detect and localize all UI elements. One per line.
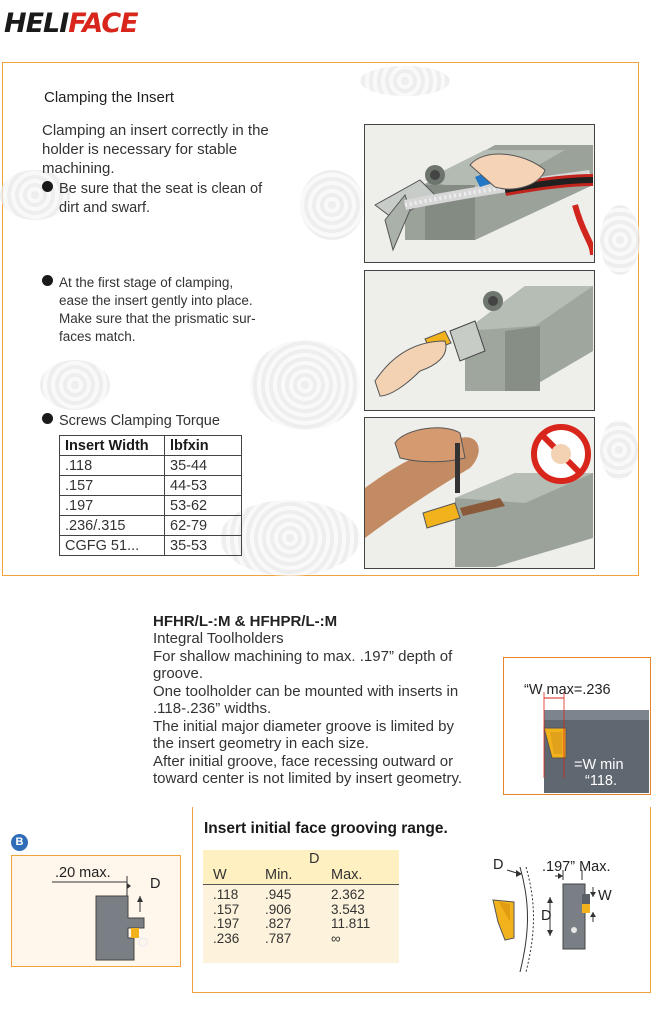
hfhr-line: toward center is not limited by insert geometry. bbox=[153, 770, 463, 787]
depth-max-label: .197” Max. bbox=[542, 859, 611, 875]
w-min-value: “118. bbox=[585, 773, 617, 789]
table-cell: 35-53 bbox=[165, 536, 242, 556]
table-cell: .945 bbox=[265, 887, 292, 902]
hfhr-line: Integral Toolholders bbox=[153, 630, 284, 647]
bullet-icon bbox=[42, 413, 53, 424]
width-range-diagram bbox=[503, 657, 651, 795]
w-max-label: “W max=.236 bbox=[524, 682, 611, 698]
table-cell: .118 bbox=[60, 456, 165, 476]
grooving-range-table bbox=[203, 850, 399, 963]
table-row bbox=[60, 516, 242, 536]
hfhr-line: For shallow machining to max. .197” depth of bbox=[153, 647, 453, 665]
hfhr-line: One toolholder can be mounted with inserts in bbox=[153, 682, 459, 700]
logo-part-heli: HELI bbox=[4, 8, 69, 39]
hfhr-line: After initial groove, face recessing outward or bbox=[153, 752, 454, 770]
table-row bbox=[60, 496, 242, 516]
table-cell: 53-62 bbox=[165, 496, 242, 516]
table-header: W bbox=[213, 867, 227, 883]
table-cell: 11.811 bbox=[331, 916, 371, 931]
table-cell: 62-79 bbox=[165, 516, 242, 536]
bullet-first-stage bbox=[42, 274, 282, 346]
w-min-label: =W min bbox=[574, 757, 624, 773]
table-cell: 44-53 bbox=[165, 476, 242, 496]
table-header-row bbox=[60, 436, 242, 456]
table-cell: .197 bbox=[213, 916, 240, 931]
hfhr-title: HFHR/L-:M & HFHPR/L-:M bbox=[153, 613, 338, 630]
table-cell: .236/.315 bbox=[60, 516, 165, 536]
bullet-clean-seat bbox=[42, 180, 292, 218]
logo-part-face: FACE bbox=[68, 8, 138, 39]
cleaning-seat-illustration bbox=[365, 125, 593, 261]
bullet-text: Make sure that the prismatic sur- bbox=[59, 311, 256, 326]
hfhr-line: groove. bbox=[153, 665, 204, 682]
table-row bbox=[60, 456, 242, 476]
table-header: Insert Width bbox=[60, 436, 165, 456]
table-header: lbfxin bbox=[165, 436, 242, 456]
diagram-b-box bbox=[11, 855, 181, 967]
background-swirl bbox=[360, 66, 450, 96]
w-label: W bbox=[598, 888, 612, 904]
bullet-text: faces match. bbox=[59, 329, 136, 344]
table-cell: .827 bbox=[265, 916, 292, 931]
bullet-text: Be sure that the seat is clean of bbox=[59, 181, 263, 197]
d-label: D bbox=[493, 857, 504, 873]
table-cell: .236 bbox=[213, 930, 240, 946]
max-label: .20 max. bbox=[55, 865, 111, 881]
table-header: Min. bbox=[265, 867, 293, 883]
bullet-text: At the first stage of clamping, bbox=[59, 275, 234, 290]
photo-inserting bbox=[364, 270, 595, 411]
photo-torque-wrench bbox=[364, 417, 595, 569]
photo-cleaning-seat bbox=[364, 124, 595, 263]
max-column bbox=[331, 888, 370, 946]
d-label: D bbox=[541, 908, 552, 924]
inserting-illustration bbox=[365, 271, 593, 409]
table-header-row bbox=[203, 850, 399, 885]
grooving-sketch bbox=[470, 852, 640, 982]
bullet-text: Screws Clamping Torque bbox=[59, 413, 220, 429]
background-swirl bbox=[600, 205, 640, 275]
background-swirl bbox=[600, 420, 638, 480]
w-column bbox=[213, 888, 239, 946]
hfhr-line: the insert geometry in each size. bbox=[153, 735, 369, 752]
table-header: Max. bbox=[331, 867, 363, 883]
table-cell: .157 bbox=[213, 901, 240, 917]
hfhr-description bbox=[153, 630, 498, 788]
table-cell: .906 bbox=[265, 901, 292, 917]
table-row bbox=[60, 536, 242, 556]
hfhr-line: The initial major diameter groove is limited by bbox=[153, 717, 454, 735]
grooving-title: Insert initial face grooving range. bbox=[204, 820, 448, 837]
d-label: D bbox=[150, 876, 161, 892]
table-cell: .118 bbox=[213, 887, 239, 902]
table-cell: .197 bbox=[60, 496, 165, 516]
badge-b: B bbox=[11, 834, 28, 851]
table-cell: .157 bbox=[60, 476, 165, 496]
heliface-logo bbox=[4, 8, 138, 39]
bullet-text: dirt and swarf. bbox=[59, 200, 151, 216]
table-cell: CGFG 51... bbox=[60, 536, 165, 556]
table-header: D bbox=[309, 851, 320, 867]
table-row bbox=[60, 476, 242, 496]
background-swirl bbox=[40, 360, 110, 410]
background-swirl bbox=[300, 170, 364, 240]
torque-wrench-illustration bbox=[365, 418, 593, 567]
bullet-text: ease the insert gently into place. bbox=[59, 293, 253, 308]
table-cell: 2.362 bbox=[331, 887, 365, 902]
section-title: Clamping the Insert bbox=[44, 89, 175, 106]
table-cell: ∞ bbox=[331, 930, 341, 946]
hfhr-line: .118-.236” widths. bbox=[153, 700, 272, 717]
bullet-icon bbox=[42, 181, 53, 192]
bullet-torque bbox=[42, 412, 220, 431]
min-column bbox=[265, 888, 291, 946]
table-cell: 35-44 bbox=[165, 456, 242, 476]
table-cell: .787 bbox=[265, 930, 292, 946]
background-swirl bbox=[250, 340, 360, 430]
torque-table bbox=[59, 435, 242, 556]
bullet-icon bbox=[42, 275, 53, 286]
intro-paragraph: Clamping an insert correctly in the holder is necessary for stable machining. bbox=[42, 122, 269, 177]
table-cell: 3.543 bbox=[331, 901, 365, 917]
